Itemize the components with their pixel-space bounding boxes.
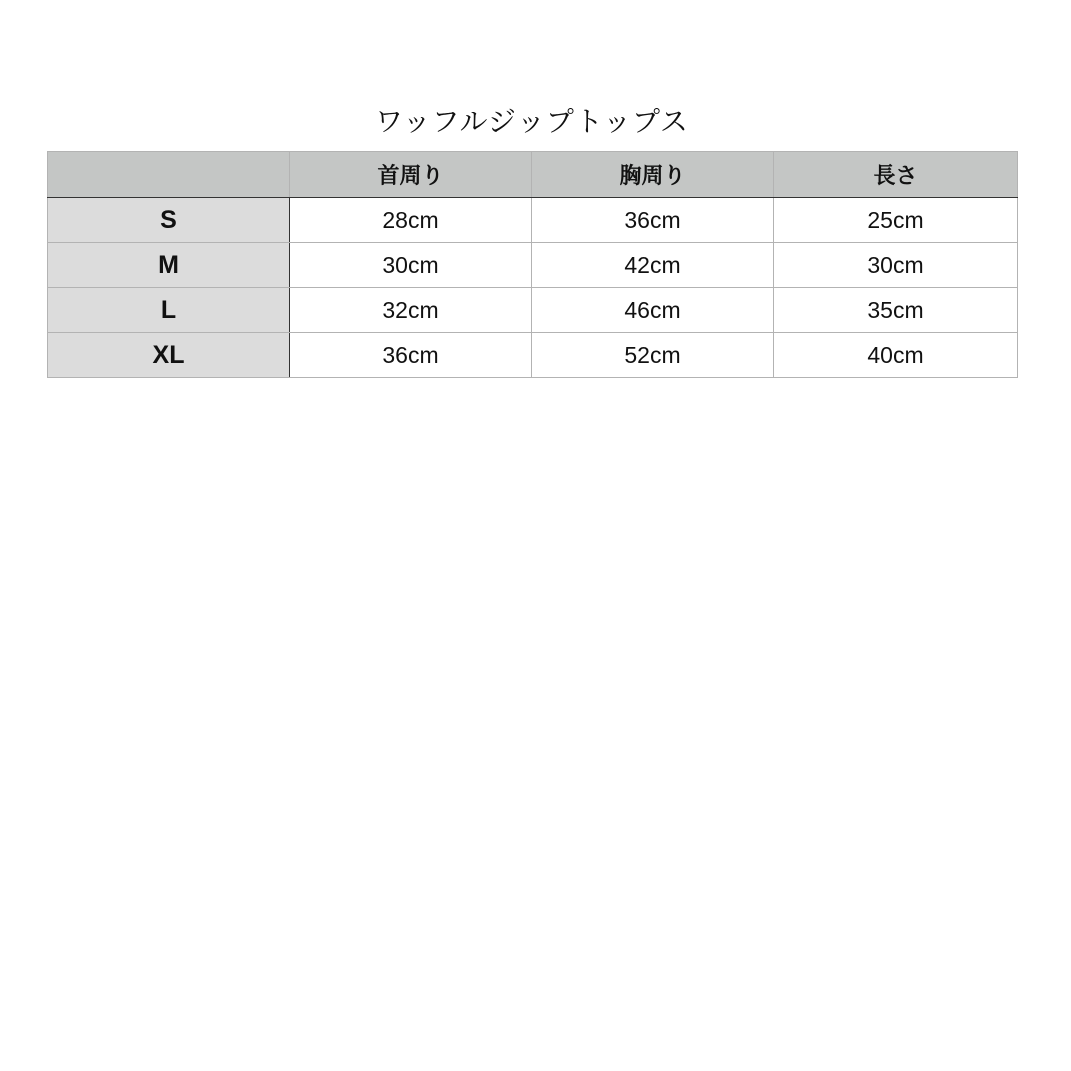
length-cell: 25cm: [774, 198, 1018, 243]
page-title: ワッフルジップトップス: [375, 105, 689, 138]
table-row: [48, 288, 1018, 333]
header-length: 長さ: [774, 152, 1018, 198]
size-label: XL: [48, 333, 290, 378]
size-label: L: [48, 288, 290, 333]
neck-cell: 30cm: [290, 243, 532, 288]
table-header-row: [48, 152, 1018, 198]
chest-cell: 42cm: [532, 243, 774, 288]
neck-cell: 36cm: [290, 333, 532, 378]
size-chart-table: [47, 151, 1018, 378]
size-label: M: [48, 243, 290, 288]
length-cell: 30cm: [774, 243, 1018, 288]
table-row: [48, 243, 1018, 288]
header-neck: 首周り: [290, 152, 532, 198]
neck-cell: 28cm: [290, 198, 532, 243]
chest-cell: 36cm: [532, 198, 774, 243]
length-cell: 40cm: [774, 333, 1018, 378]
table-row: [48, 333, 1018, 378]
length-cell: 35cm: [774, 288, 1018, 333]
table-row: [48, 198, 1018, 243]
chest-cell: 46cm: [532, 288, 774, 333]
chest-cell: 52cm: [532, 333, 774, 378]
size-label: S: [48, 198, 290, 243]
header-chest: 胸周り: [532, 152, 774, 198]
neck-cell: 32cm: [290, 288, 532, 333]
header-corner-cell: [48, 152, 290, 198]
